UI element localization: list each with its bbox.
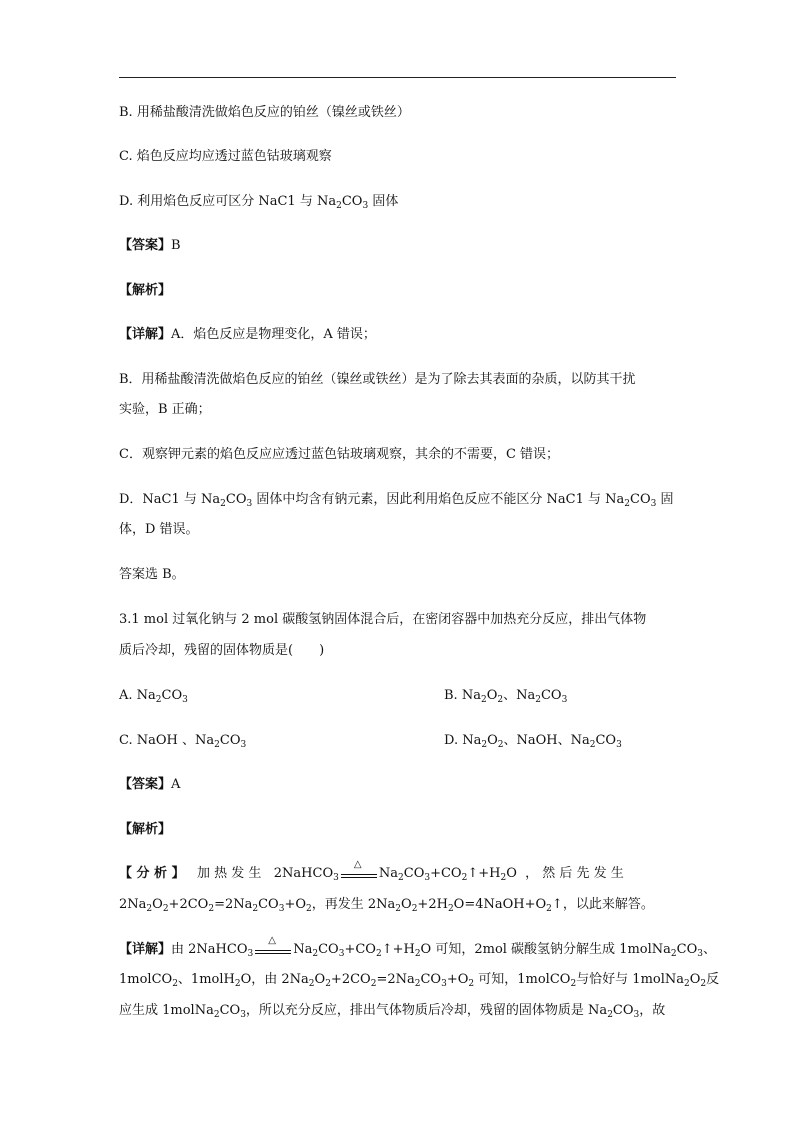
option-b: B. 用稀盐酸清洗做焰色反应的铂丝（镍丝或铁丝） <box>119 105 410 120</box>
q3-option-a: A. $Na_2CO_3$ <box>119 688 188 705</box>
fenxi-line1: 【 分 析 】 加 热 发 生 2NaHCO$_3$ △ $Na_2CO_3+CO_2↑+H_2O$ ， 然 后 先 发 生 <box>119 859 624 883</box>
detail-b-line1: B．用稀盐酸清洗做焰色反应的铂丝（镍丝或铁丝）是为了除去其表面的杂质，以防其干扰 <box>119 372 636 387</box>
analysis-heading-q3: 【解析】 <box>119 822 172 837</box>
header-rule <box>119 77 676 78</box>
conclusion-q2: 答案选 B。 <box>119 567 185 582</box>
detail-b-line2: 实验，B 正确； <box>119 402 211 417</box>
fenxi-line2: $2Na_2O_2+2CO_2=2Na_2CO_3+O_2$，再发生 $2Na_2O_2+2H_2O=4NaOH+O_2↑$，以此来解答。 <box>119 897 654 914</box>
heat-arrow: △ <box>341 865 377 879</box>
detail-a: 【详解】A．焰色反应是物理变化，A 错误； <box>119 327 376 342</box>
detail-q3-line2: 1molCO$_2$、1molH$_2$O，由 $2Na_2O_2+2CO_2=2Na_2CO_3+O_2$ 可知，1molCO$_2$与恰好与 $1molNa_2O_2$反 <box>119 972 720 989</box>
q3-option-c: C. NaOH 、$Na_2CO_3$ <box>119 733 247 750</box>
detail-c: C．观察钾元素的焰色反应应透过蓝色钴玻璃观察，其余的不需要，C 错误； <box>119 447 560 462</box>
analysis-heading-q2: 【解析】 <box>119 283 172 298</box>
heat-arrow: △ <box>255 941 291 955</box>
q3-option-b: B. $Na_2O_2$、$Na_2CO_3$ <box>444 688 568 705</box>
option-c: C. 焰色反应均应透过蓝色钴玻璃观察 <box>119 149 332 164</box>
detail-d-line2: 体，D 错误。 <box>119 522 199 537</box>
detail-d-line1: D．NaC1 与 $Na_2CO_3$ 固体中均含有钠元素，因此利用焰色反应不能区分 NaC1 与 $Na_2CO_3$ 固 <box>119 492 674 509</box>
q3-option-d: D. $Na_2O_2$、NaOH、$Na_2CO_3$ <box>444 733 622 750</box>
question3-stem-line2: 质后冷却，残留的固体物质是( ) <box>119 643 325 658</box>
detail-q3-line1: 【详解】由 2NaHCO$_3$ △ $Na_2CO_3+CO_2↑+H_2O$ 可知，2mol 碳酸氢钠分解生成 $1molNa_2CO_3$、 <box>119 935 716 959</box>
answer-line-q2: 【答案】B <box>119 238 181 253</box>
option-d: D. 利用焰色反应可区分 NaC1 与 $Na_2CO_3$ 固体 <box>119 194 399 211</box>
detail-q3-line3: 应生成 $1molNa_2CO_3$，所以充分反应，排出气体物质后冷却，残留的固体物质是 $Na_2CO_3$，故 <box>119 1003 666 1020</box>
answer-line-q3: 【答案】A <box>119 777 181 792</box>
question3-stem-line1: 3.1 mol 过氧化钠与 2 mol 碳酸氢钠固体混合后，在密闭容器中加热充分反应，排出气体物 <box>119 612 647 627</box>
